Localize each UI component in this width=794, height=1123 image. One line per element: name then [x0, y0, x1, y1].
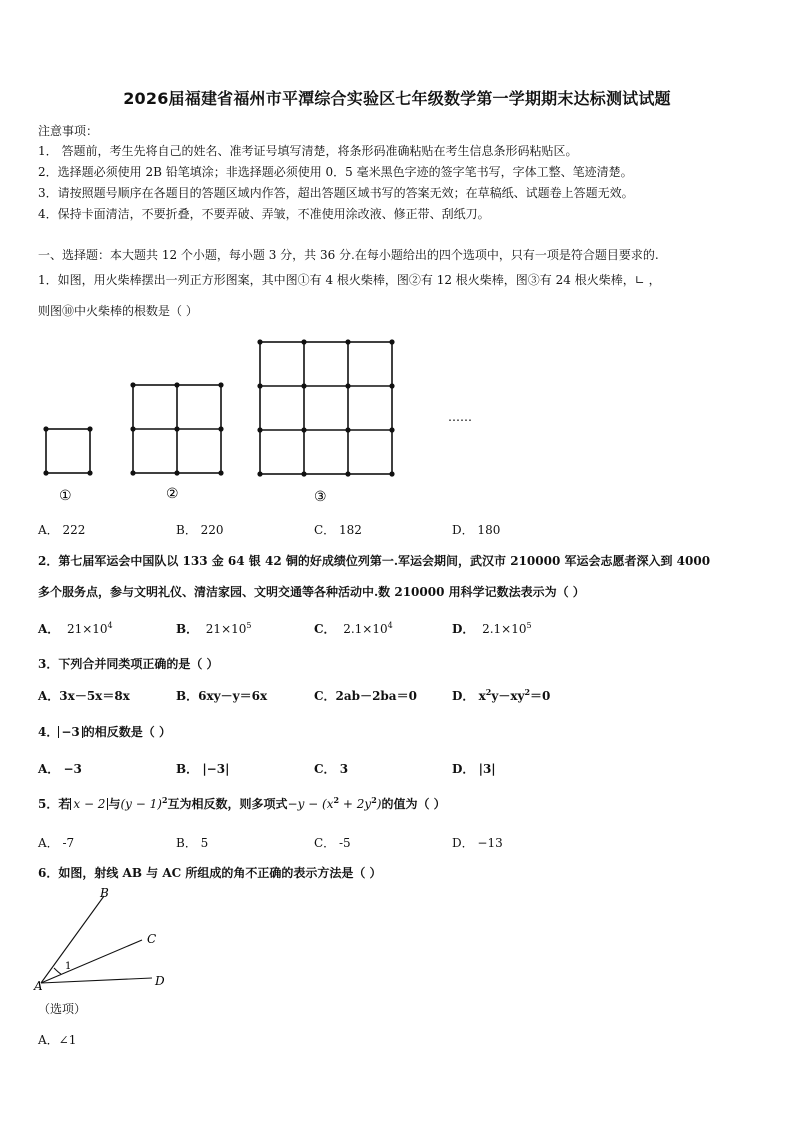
page-title: 2026届福建省福州市平潭综合实验区七年级数学第一学期期末达标测试试题: [123, 89, 671, 108]
matchstick-vertex: [130, 470, 135, 475]
point-label-b: B: [100, 886, 109, 900]
q1-option-b: B． 220: [176, 523, 224, 537]
q5-option-b: B． 5: [176, 836, 209, 850]
matchstick-vertex: [301, 471, 306, 476]
matchstick-vertex: [218, 426, 223, 431]
matchstick-vertex: [345, 383, 350, 388]
notice-item: 2．选择题必须使用 2B 铅笔填涂；非选择题必须使用 0．5 毫米黑色字迹的签字笔书写，字体工整、笔迹清楚。: [38, 165, 633, 179]
matchstick-vertex: [174, 382, 179, 387]
q4-option-c: C． 3: [314, 762, 349, 776]
q1-option-d: D． 180: [452, 523, 501, 537]
matchstick-vertex: [87, 426, 92, 431]
q6-stem: 6．如图，射线 AB 与 AC 所组成的角不正确的表示方法是（ ）: [38, 866, 382, 880]
angle-label-1: 1: [65, 961, 72, 972]
matchstick-vertex: [130, 426, 135, 431]
q2-stem: 2．第七届军运会中国队以 133 金 64 银 42 铜的好成绩位列第一.军运会期间，武汉市 210000 军运会志愿者深入到 4000: [38, 554, 711, 568]
q2-option-a: A． $21\times 10^4$: [38, 621, 113, 636]
figure-ellipsis: ……: [448, 410, 472, 424]
notice-item: 4．保持卡面清洁，不要折叠，不要弄破、弄皱，不准使用涂改液、修正带、刮纸刀。: [38, 207, 490, 221]
q1-stem-continued: 则图⑩中火柴棒的根数是（ ）: [38, 304, 198, 318]
matchstick-vertex: [345, 339, 350, 344]
angle-figure: [30, 882, 200, 992]
matchstick-vertex: [174, 426, 179, 431]
point-label-a: A: [34, 979, 43, 992]
matchstick-vertex: [87, 470, 92, 475]
figure-label-1: ①: [59, 488, 72, 504]
absolute-value: −3: [58, 726, 82, 738]
q5-option-a: A． -7: [38, 836, 75, 850]
notice-item: 1． 答题前，考生先将自己的姓名、准考证号填写清楚，将条形码准确粘贴在考生信息条形码粘贴区。: [38, 144, 578, 158]
q1-option-c: C． 182: [314, 523, 362, 537]
q3-option-d: D． $x^2y-xy^2=0$: [452, 687, 551, 703]
q2-stem-continued: 多个服务点，参与文明礼仪、清洁家园、文明交通等各种活动中.数 210000 用科学记数法表示为（ ）: [38, 585, 585, 599]
matchstick-figure: [0, 330, 794, 515]
matchstick-vertex: [130, 382, 135, 387]
matchstick-vertex: [218, 382, 223, 387]
q4-stem: 4． −3 的相反数是（ ）: [38, 725, 171, 739]
matchstick-vertex: [389, 383, 394, 388]
matchstick-vertex: [43, 426, 48, 431]
q1-stem: 1．如图，用火柴棒摆出一列正方形图案，其中图①有 4 根火柴棒，图②有 12 根火柴棒，图③有 24 根火柴棒，∟ ，: [38, 273, 661, 287]
q6-option-a: A．∠1: [38, 1033, 77, 1047]
matchstick-vertex: [174, 470, 179, 475]
notice-item: 3．请按照题号顺序在各题目的答题区域内作答，超出答题区域书写的答案无效；在草稿纸、试题卷上答题无效。: [38, 186, 634, 200]
q3-option-c: C．2ab－2ba＝0: [314, 689, 417, 703]
q5-option-d: D． −13: [452, 836, 503, 850]
figure-label-3: ③: [314, 489, 327, 505]
q3-option-a: A．3x－5x＝8x: [38, 689, 130, 703]
matchstick-vertex: [389, 339, 394, 344]
q5-stem: 5．若 x − 2 与$(y - 1)^2$互为相反数，则多项式$-y - (x^2 + 2y^2)$的值为（ ）: [38, 795, 446, 811]
matchstick-vertex: [301, 383, 306, 388]
matchstick-vertex: [389, 471, 394, 476]
matchstick-vertex: [257, 471, 262, 476]
q3-option-b: B．6xy－y＝6x: [176, 689, 268, 703]
point-label-d: D: [155, 974, 165, 988]
q2-option-c: C． $2.1\times 10^4$: [314, 621, 393, 636]
matchstick-vertex: [257, 339, 262, 344]
matchstick-vertex: [301, 339, 306, 344]
point-label-c: C: [147, 932, 157, 946]
notice-heading: 注意事项：: [38, 124, 99, 138]
matchstick-vertex: [389, 427, 394, 432]
q4-option-a: A． −3: [38, 762, 82, 776]
q5-option-c: C． -5: [314, 836, 351, 850]
section-heading: 一、选择题：本大题共 12 个小题，每小题 3 分，共 36 分.在每小题给出的四个选项中，只有一项是符合题目要求的.: [38, 248, 659, 262]
matchstick-vertex: [257, 383, 262, 388]
matchstick-vertex: [345, 427, 350, 432]
q2-option-d: D． $2.1\times 10^5$: [452, 621, 532, 636]
matchstick-vertex: [43, 470, 48, 475]
figure-label-2: ②: [166, 486, 179, 502]
q2-option-b: B． $21\times 10^5$: [176, 621, 252, 636]
q4-option-b: B． |−3|: [176, 762, 230, 776]
matchstick-vertex: [301, 427, 306, 432]
figure-caption: （选项）: [38, 1002, 87, 1016]
q4-option-d: D． |3|: [452, 762, 496, 776]
matchstick-vertex: [218, 470, 223, 475]
q3-stem: 3．下列合并同类项正确的是（ ）: [38, 657, 219, 671]
q1-option-a: A． 222: [38, 523, 86, 537]
matchstick-vertex: [345, 471, 350, 476]
matchstick-vertex: [257, 427, 262, 432]
